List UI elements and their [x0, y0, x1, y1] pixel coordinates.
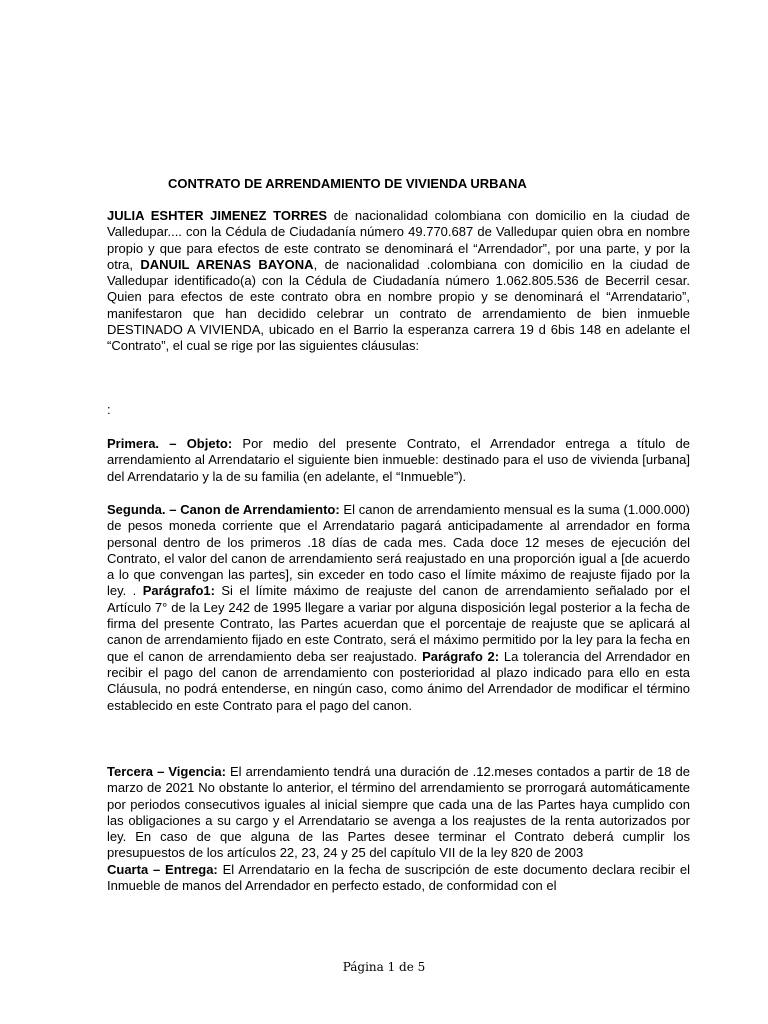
separator-text: : — [107, 402, 111, 417]
party1-name: JULIA ESHTER JIMENEZ TORRES — [107, 208, 328, 223]
clause-primera — [107, 436, 690, 485]
page-number-footer: Página 1 de 5 — [342, 960, 426, 974]
separator-colon — [107, 402, 690, 418]
clause-primera-heading: Primera. – Objeto: — [107, 436, 233, 451]
clause-tercera-text: El arrendamiento tendrá una duración de .12.meses contados a partir de 18 de marzo de 2021 No obstante lo anterior, el término del arrendamiento se prorrogará automáticamente por periodos consecutivos iguales al inicial siempre que cada una de las Partes haya cumplido con las obligaciones a su cargo y el Arrendatario se avenga a los reajustes de la renta autorizados por ley. En caso de que alguna de las Partes desee terminar el Contrato deberá cumplir los presupuestos de los artículos 22, 23, 24 y 25 del capítulo VII de la ley 820 de 2003 — [107, 764, 690, 861]
paragrafo2-heading: Parágrafo 2: — [422, 648, 500, 664]
clause-primera-text: Por medio del presente Contrato, el Arrendador entrega a título de arrendamiento al Arrendatario el siguiente bien inmueble: destinado para el uso de vivienda [urbana] del Arrendatario y la de su familia (en adelante, el “Inmueble”). — [107, 436, 690, 484]
party2-name: DANUIL ARENAS BAYONA — [140, 256, 314, 272]
intro-text-2: , de nacionalidad .colombiana con domicilio en la ciudad de Valledupar identificado(a) con la Cédula de Ciudadanía número 1.062.805.536 de Becerril cesar. Quien para efectos de este contrato obra en nombre propio y se denominará el “Arrendatario”, manifestaron que han decidido celebrar un contrato de arrendamiento de bien inmueble DESTINADO A VIVIENDA, ubicado en el Barrio la esperanza carrera 19 d 6bis 148 en adelante el “Contrato”, el cual se rige por las siguientes cláusulas: — [107, 256, 691, 354]
clause-cuarta-text: El Arrendatario en la fecha de suscripción de este documento declara recibir el Inmueble de manos del Arrendador en perfecto estado, de conformidad con el — [107, 861, 690, 894]
document-title: CONTRATO DE ARRENDAMIENTO DE VIVIENDA URBANA — [168, 176, 527, 191]
clause-segunda-text-2: Si el límite máximo de reajuste del canon de arrendamiento señalado por el Artículo 7° de la Ley 242 de 1995 llegare a variar por alguna disposición legal posterior a la fecha de firma del presente Contrato, las Partes acuerdan que el porcentaje de reajuste que se aplicará al canon de arrendamiento fijado en este Contrato, será el máximo permitido por la ley para la fecha en que el canon de arrendamiento deba ser reajustado. — [107, 583, 690, 664]
clause-segunda — [107, 502, 690, 714]
intro-text-1: de nacionalidad colombiana con domicilio en la ciudad de Valledupar.... con la Cédula de Ciudadanía número 49.770.687 de Valledupar quien obra en nombre propio y que para efectos de este contrato se denominará el “Arrendador”, por una parte, y por la otra, — [107, 208, 690, 272]
clause-cuarta-heading: Cuarta – Entrega: — [107, 861, 218, 877]
clause-segunda-text-1: El canon de arrendamiento mensual es la suma (1.000.000) de pesos moneda corriente que el Arrendatario pagará anticipadamente al arrendador en forma personal dentro de los primeros .18 días de cada mes. Cada doce 12 meses de ejecución del Contrato, el valor del canon de arrendamiento será reajustado en una proporción igual a [de acuerdo a lo que convengan las partes], sin exceder en todo caso el límite máximo de reajuste fijado por la ley. . — [107, 502, 690, 599]
clause-tercera-heading: Tercera – Vigencia: — [107, 764, 226, 779]
intro-paragraph — [107, 208, 690, 355]
clause-tercera-cuarta — [107, 764, 690, 894]
clause-segunda-text-3: La tolerancia del Arrendador en recibir el pago del canon de arrendamiento con posterioridad al plazo indicado para ello en esta Cláusula, no podrá entenderse, en ningún caso, como ánimo del Arrendador de modificar el término establecido en este Contrato para el pago del canon. — [107, 648, 690, 713]
clause-segunda-heading: Segunda. – Canon de Arrendamiento: — [107, 502, 340, 517]
paragrafo1-heading: Parágrafo1: — [142, 583, 215, 599]
